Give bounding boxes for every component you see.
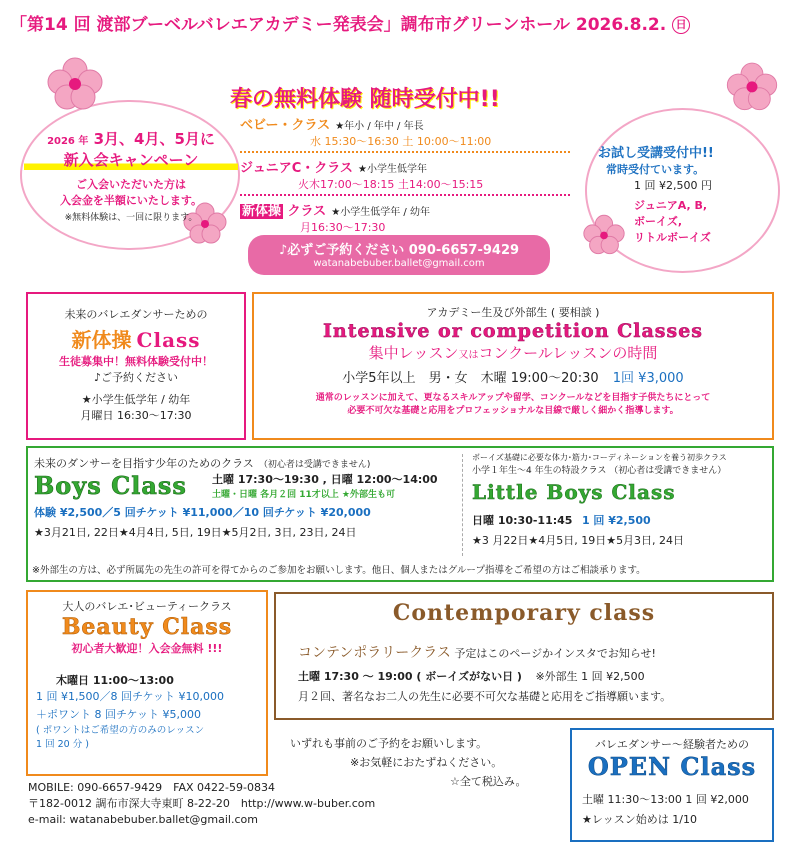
rhythm-reserve: ♪ご予約ください (93, 371, 179, 384)
campaign-months: 3月、4月、5月に (88, 130, 215, 148)
junior-ages: ★小学生低学年 (358, 164, 427, 175)
flower-icon (720, 56, 784, 118)
notice-line2: ※お気軽におたずねください。 (350, 756, 503, 769)
spring-headline: 春の無料体験 随時受付中!! (230, 87, 500, 112)
notice-line1: いずれも事前のご予約をお願いします。 (290, 737, 488, 750)
contemporary-time: 土曜 17:30 ～ 19:00 ( ボーイズがない日 ) (298, 670, 522, 683)
intensive-title: Intensive or competition Classes (323, 320, 703, 342)
trial-classes2: ボーイズ, (634, 215, 683, 228)
trial-price: 1 回 ¥2,500 円 (634, 179, 712, 192)
boys-dates: ★3月21日, 22日★4月4日, 5日, 19日★5月2日, 3日, 23日, 24日 (34, 526, 357, 539)
boys-time2: 土曜・日曜 各月２回 11才以上 ★外部生も可 (212, 490, 395, 500)
contact-phone: MOBILE: 090-6657-9429 FAX 0422-59-0834 (28, 781, 275, 794)
junior-times: 火木17:00～18:15 土14:00～15:15 (298, 178, 484, 191)
intensive-jp-small: 又は (458, 350, 479, 361)
beauty-price1: 1 回 ¥1,500／8 回チケット ¥10,000 (36, 690, 224, 703)
beauty-welcome: 初心者大歓迎！入会金無料 !!! (71, 642, 223, 655)
intensive-desc2: 必要不可欠な基礎と応用をプロフェッショナルな目線で厳しく細かく指導します。 (347, 406, 679, 416)
boys-note: （初心者は受講できません) (258, 460, 371, 470)
boys-prices: 体験 ¥2,500／5 回チケット ¥11,000／10 回チケット ¥20,000 (34, 506, 371, 519)
beauty-time: 木曜日 11:00～13:00 (56, 674, 174, 687)
rhythm-ages: ★小学生低学年 / 幼年 (331, 207, 430, 218)
contact-address: 〒182-0012 調布市深大寺東町 8-22-20 http://www.w-buber.com (28, 797, 376, 810)
little-boys-title: Little Boys Class (472, 480, 676, 504)
campaign-note: ※無料体験は、一回に限ります。 (64, 213, 198, 223)
event-title: 「第14 回 渡部ブーベルバレエアカデミー発表会」調布市グリーンホール 2026.8.2. 日 (10, 10, 690, 35)
open-subtitle: バレエダンサー〜経験者ための (594, 738, 750, 751)
trial-classes1: ジュニアA, B, (634, 199, 708, 212)
beauty-note2: 1 回 20 分 ) (36, 739, 89, 750)
contemporary-jp: コンテンポラリークラス (298, 645, 451, 661)
baby-class: ベビー・クラス (240, 118, 331, 133)
day-badge: 日 (672, 16, 690, 34)
rhythm-time: 月曜日 16:30～17:30 (80, 409, 192, 422)
rhythm-class-a: 新体操 (242, 204, 282, 219)
rhythm-subtitle: 未来のバレエダンサーための (64, 308, 208, 321)
contemporary-notice: 予定はこのページかインスタでお知らせ! (450, 647, 656, 660)
intensive-class-box (252, 292, 774, 440)
reservation-email: watanabebuber.ballet@gmail.com (313, 258, 485, 269)
little-boys-price: 1 回 ¥2,500 (581, 514, 651, 527)
contemporary-price: ※外部生 1 回 ¥2,500 (535, 670, 645, 683)
little-boys-ages: 小学１年生～4 年生の特設クラス (472, 466, 607, 476)
rhythm-title-jp: 新体操 (71, 328, 132, 352)
boys-title: Boys Class (34, 471, 187, 500)
intensive-price: 1回 ¥3,000 (612, 371, 684, 386)
junior-class: ジュニアC・クラス (240, 161, 353, 176)
baby-ages: ★年小 / 年中 / 年長 (335, 121, 424, 132)
intensive-jp-a: 集中レッスン (368, 344, 459, 362)
little-boys-dates: ★3 月22日★4月5日, 19日★5月3日, 24日 (472, 534, 685, 547)
contemporary-title: Contemporary class (392, 600, 656, 626)
rhythm-ages: ★小学生低学年 / 幼年 (81, 393, 191, 406)
little-boys-note: （初心者は受講できません） (609, 466, 727, 476)
beauty-title: Beauty Class (61, 614, 233, 640)
trial-classes3: リトルボーイズ (634, 231, 711, 244)
outside-student-note: ※外部生の方は、必ず所属先の先生の許可を得てからのご参加をお願いします。他日、個人またはグループ指導をご希望の方はご相談承ります。 (32, 565, 646, 576)
intensive-desc1: 通常のレッスンに加えて、更なるスキルアップや留学、コンクールなどを目指す子供たちにとって (315, 393, 711, 403)
campaign-line1: ご入会いただいた方は (76, 178, 186, 191)
rhythm-class-box (26, 292, 246, 440)
little-boys-subtitle: ボーイズ基礎に必要な体力･筋力･コーディネーションを養う初歩クラス (472, 453, 727, 462)
beauty-price2: ＋ポワント 8 回チケット ¥5,000 (36, 708, 201, 721)
rhythm-times: 月16:30～17:30 (300, 221, 386, 234)
baby-times: 水 15:30～16:30 土 10:00～11:00 (310, 135, 492, 148)
rhythm-class-b: クラス (283, 204, 327, 219)
trial-title: お試し受講受付中!! (598, 146, 714, 161)
campaign-year: 2026 年 (47, 136, 89, 147)
campaign-title: 新入会キャンペーン (24, 149, 238, 170)
rhythm-title-en: Class (136, 328, 201, 352)
intensive-jp-b: コンクールレッスンの時間 (478, 344, 658, 362)
intensive-schedule: 小学5年以上 男・女 木曜 19:00～20:30 (342, 371, 599, 386)
open-note: ★レッスン始めは 1/10 (582, 813, 697, 826)
contact-email: e-mail: watanabebuber.ballet@gmail.com (28, 813, 258, 826)
open-title: OPEN Class (587, 752, 757, 781)
beauty-subtitle: 大人のバレエ･ビューティークラス (62, 600, 232, 613)
campaign-line2: 入会金を半額にいたします。 (59, 194, 203, 207)
reservation-phone: ♪必ずご予約ください 090-6657-9429 (278, 243, 520, 258)
trial-line1: 常時受付ています。 (606, 163, 705, 176)
little-boys-time: 日曜 10:30-11:45 (472, 514, 573, 527)
intensive-subtitle: アカデミー生及び外部生 ( 要相談 ) (426, 306, 600, 319)
boys-subtitle: 未来のダンサーを目指す少年のためのクラス (34, 457, 254, 470)
flower-icon (40, 52, 110, 116)
beauty-note1: ( ポワントはご希望の方のみのレッスン (36, 725, 205, 736)
boys-time1: 土曜 17:30～19:30 , 日曜 12:00～14:00 (212, 473, 438, 486)
reservation-pill (248, 235, 550, 275)
open-time: 土曜 11:30～13:00 1 回 ¥2,000 (582, 793, 749, 806)
contemporary-desc: 月２回、著名なお二人の先生に必要不可欠な基礎と応用をご指導願います。 (298, 690, 672, 703)
rhythm-recruit: 生徒募集中！無料体験受付中！ (59, 355, 213, 368)
notice-line3: ☆全て税込み。 (450, 775, 527, 788)
